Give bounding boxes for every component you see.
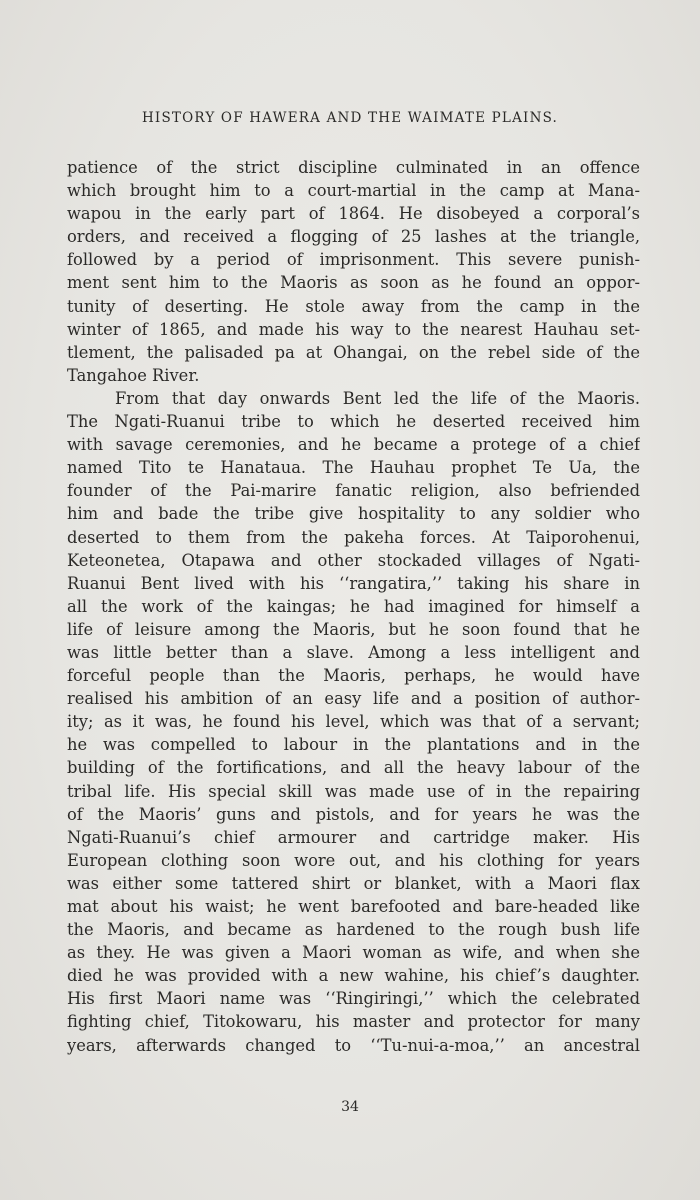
text-line: The Ngati-Ruanui tribe to which he deserted received him	[67, 412, 640, 432]
text-line: tlement, the palisaded pa at Ohangai, on the rebel side of the	[67, 342, 640, 362]
text-line: ity; as it was, he found his level, which was that of a servant;	[67, 712, 640, 732]
text-line: realised his ambition of an easy life and a position of author-	[67, 689, 640, 709]
text-line: Tangahoe River.	[67, 365, 200, 385]
text-line: of the Maoris’ guns and pistols, and for years he was the	[67, 804, 640, 824]
text-line: deserted to them from the pakeha forces. At Taiporohenui,	[67, 527, 640, 547]
text-line: mat about his waist; he went barefooted and bare-headed like	[67, 897, 640, 916]
text-line: His first Maori name was ‘‘Ringiringi,’’ which the celebrated	[67, 989, 640, 1009]
text-line: with savage ceremonies, and he became a protege of a chief	[67, 435, 640, 455]
text-line: life of leisure among the Maoris, but he soon found that he	[67, 619, 640, 639]
text-line: building of the fortifications, and all the heavy labour of the	[67, 758, 640, 778]
text-line: Keteonetea, Otapawa and other stockaded villages of Ngati-	[67, 550, 640, 570]
text-line: orders, and received a flogging of 25 lashes at the triangle,	[67, 227, 640, 247]
text-line: fighting chief, Titokowaru, his master and protector for many	[67, 1012, 640, 1032]
text-line: forceful people than the Maoris, perhaps, he would have	[67, 666, 640, 686]
text-line: From that day onwards Bent led the life of the Maoris.	[115, 388, 640, 408]
running-head: HISTORY OF HAWERA AND THE WAIMATE PLAINS.	[141, 110, 559, 126]
text-line: founder of the Pai-marire fanatic religion, also befriended	[67, 481, 640, 501]
text-line: Ngati-Ruanui’s chief armourer and cartridge maker. His	[67, 827, 640, 847]
text-line: died he was provided with a new wahine, his chief’s daughter.	[67, 966, 640, 986]
text-line: was little better than a slave. Among a less intelligent and	[67, 642, 640, 662]
text-line: ment sent him to the Maoris as soon as he found an oppor-	[67, 273, 640, 293]
text-line: he was compelled to labour in the plantations and in the	[67, 735, 640, 755]
text-line: tribal life. His special skill was made use of in the repairing	[67, 781, 640, 801]
text-line: him and bade the tribe give hospitality to any soldier who	[67, 504, 640, 524]
text-line: tunity of deserting. He stole away from the camp in the	[67, 296, 640, 316]
text-line: which brought him to a court-martial in the camp at Mana-	[67, 181, 640, 201]
text-line: was either some tattered shirt or blanket, with a Maori flax	[67, 873, 640, 893]
text-line: wapou in the early part of 1864. He disobeyed a corporal’s	[67, 204, 640, 224]
text-line: as they. He was given a Maori woman as wife, and when she	[67, 943, 640, 963]
text-line: the Maoris, and became as hardened to the rough bush life	[67, 920, 640, 940]
body-text	[67, 156, 640, 1057]
text-line: all the work of the kaingas; he had imagined for himself a	[67, 596, 640, 616]
text-line: patience of the strict discipline culminated in an offence	[67, 158, 640, 177]
page-number: 34	[341, 1099, 359, 1115]
text-line: European clothing soon wore out, and his clothing for years	[67, 850, 640, 870]
text-line: named Tito te Hanataua. The Hauhau prophet Te Ua, the	[67, 458, 640, 478]
text-line: Ruanui Bent lived with his ‘‘rangatira,’’ taking his share in	[67, 573, 640, 593]
text-line: followed by a period of imprisonment. This severe punish-	[67, 250, 640, 270]
text-line: years, afterwards changed to ‘‘Tu-nui-a-moa,’’ an ancestral	[67, 1035, 640, 1055]
text-line: winter of 1865, and made his way to the nearest Hauhau set-	[67, 319, 640, 339]
